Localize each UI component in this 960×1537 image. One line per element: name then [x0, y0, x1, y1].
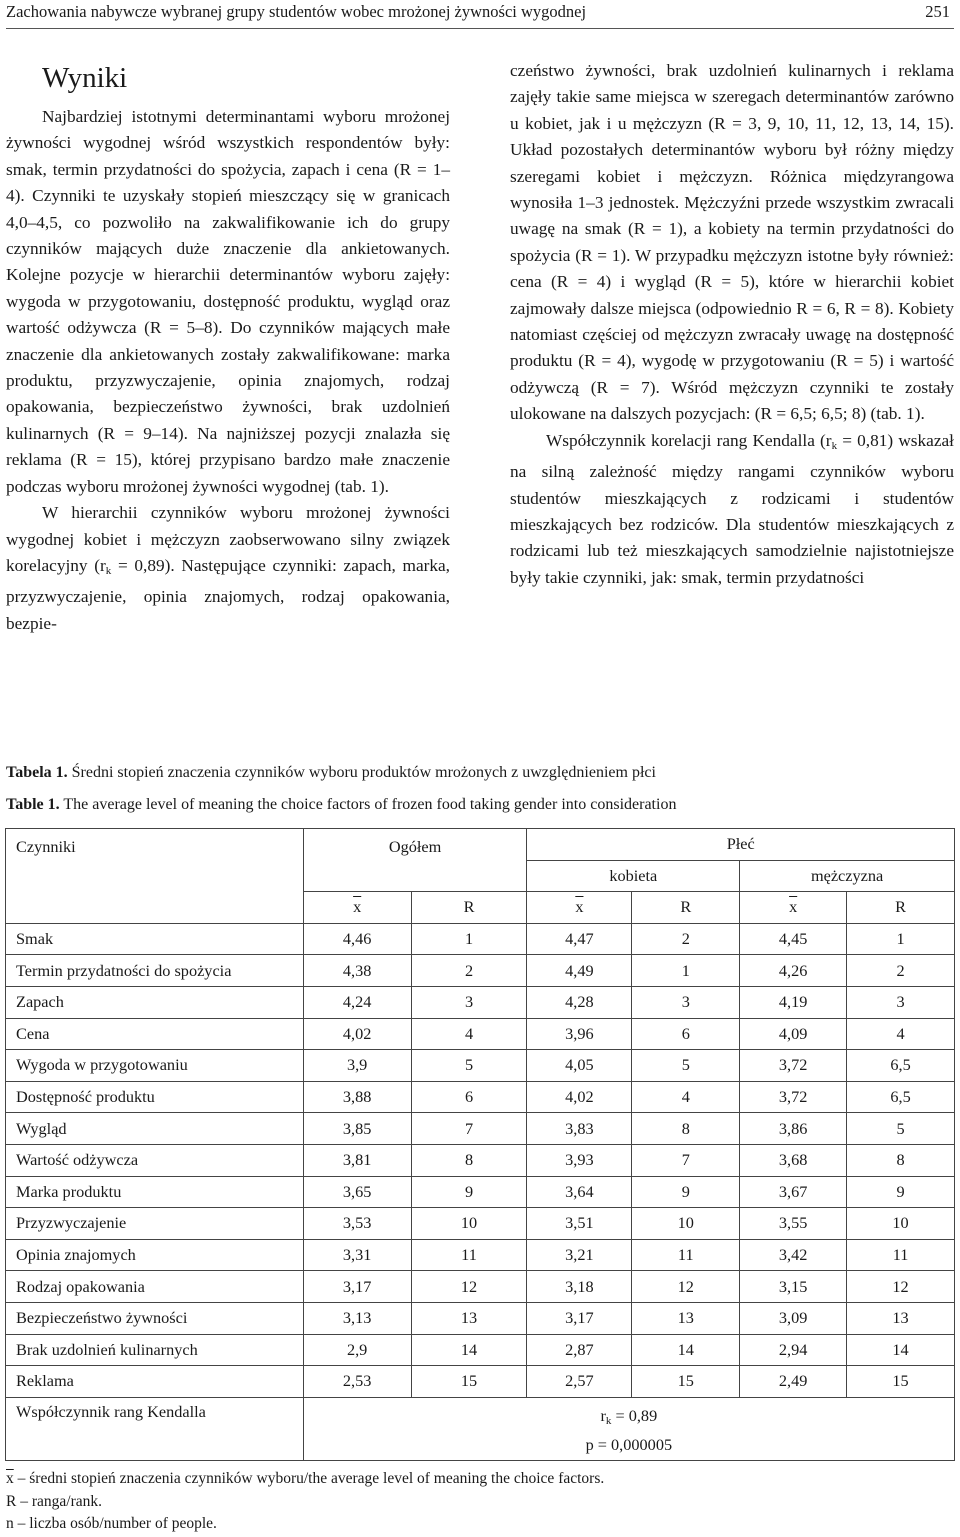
cell-mean-total: 3,81 [303, 1144, 411, 1176]
kendall-r-prefix: r [600, 1405, 606, 1425]
kendall-values [303, 1397, 954, 1460]
cell-factor: Termin przydatności do spożycia [6, 955, 304, 987]
cell-rank-male: 4 [847, 1018, 955, 1050]
cell-factor: Bezpieczeństwo żywności [6, 1302, 304, 1334]
cell-rank-male: 5 [847, 1113, 955, 1145]
cell-mean-male: 3,67 [740, 1176, 847, 1208]
cell-mean-male: 2,49 [740, 1366, 847, 1398]
cell-mean-male: 4,19 [740, 986, 847, 1018]
note-n: n – liczba osób/number of people. [6, 1515, 217, 1533]
cell-mean-female: 3,93 [527, 1144, 632, 1176]
cell-mean-total: 3,17 [303, 1271, 411, 1303]
cell-factor: Zapach [6, 986, 304, 1018]
cell-rank-total: 6 [411, 1081, 527, 1113]
table-row [6, 1302, 955, 1334]
cell-rank-male: 13 [847, 1302, 955, 1334]
table-row [6, 986, 955, 1018]
cell-rank-female: 5 [632, 1050, 740, 1082]
cell-rank-female: 14 [632, 1334, 740, 1366]
cell-rank-female: 1 [632, 955, 740, 987]
table-row [6, 1176, 955, 1208]
caption-en-label: Table 1. [6, 796, 60, 813]
cell-rank-total: 5 [411, 1050, 527, 1082]
table-header-row-1 [6, 829, 955, 861]
note-mean-text: – średni stopień znaczenia czynników wyboru/the average level of meaning the choice factors. [13, 1470, 605, 1487]
p4-text-b: = 0,81) wskazał na silną zależność między rangami czynników wyboru studentów mieszkających z rodzicami i studentów mieszkających bez rodziców. Dla studentów mieszkających z rodzicami lub też mieszkających samodzielnie najistotniejsze były takie czynniki, jak: smak, termin przydatności [510, 430, 954, 587]
cell-rank-female: 12 [632, 1271, 740, 1303]
cell-mean-total: 3,88 [303, 1081, 411, 1113]
p4-subscript: k [831, 439, 838, 452]
cell-mean-total: 3,9 [303, 1050, 411, 1082]
cell-rank-female: 3 [632, 986, 740, 1018]
factors-table [5, 828, 955, 1461]
kendall-p: p = 0,000005 [585, 1434, 673, 1454]
cell-factor: Reklama [6, 1366, 304, 1398]
section-heading: Wyniki [42, 62, 128, 94]
cell-rank-total: 13 [411, 1302, 527, 1334]
note-mean-symbol: $\overline{x}$ [6, 1470, 14, 1487]
cell-rank-female: 13 [632, 1302, 740, 1334]
cell-mean-total: 3,85 [303, 1113, 411, 1145]
right-column [510, 58, 954, 591]
cell-rank-total: 1 [411, 923, 527, 955]
cell-rank-total: 2 [411, 955, 527, 987]
cell-mean-male: 3,09 [740, 1302, 847, 1334]
cell-rank-total: 8 [411, 1144, 527, 1176]
header-mean-female: $\overline{x}$ [527, 892, 632, 924]
cell-mean-female: 4,28 [527, 986, 632, 1018]
header-female: kobieta [527, 860, 740, 892]
cell-rank-female: 15 [632, 1366, 740, 1398]
kendall-label: Współczynnik rang Kendalla [6, 1397, 304, 1460]
cell-mean-total: 2,9 [303, 1334, 411, 1366]
table-row [6, 1113, 955, 1145]
kendall-row [6, 1397, 955, 1460]
left-column [6, 58, 450, 637]
kendall-r [304, 1404, 954, 1433]
cell-factor: Cena [6, 1018, 304, 1050]
cell-rank-male: 6,5 [847, 1050, 955, 1082]
header-rank-male: R [847, 892, 955, 924]
cell-rank-male: 3 [847, 986, 955, 1018]
cell-mean-male: 3,86 [740, 1113, 847, 1145]
cell-mean-female: 3,18 [527, 1271, 632, 1303]
cell-mean-male: 3,42 [740, 1239, 847, 1271]
p2-text-a: W hierarchii czynników wyboru mrożonej żywności wygodnej kobiet i mężczyzn zaobserwowano silny związek korelacyjny (r [6, 503, 450, 575]
cell-rank-female: 6 [632, 1018, 740, 1050]
cell-factor: Brak uzdolnień kulinarnych [6, 1334, 304, 1366]
cell-mean-female: 4,02 [527, 1081, 632, 1113]
cell-rank-total: 15 [411, 1366, 527, 1398]
header-male: mężczyzna [740, 860, 955, 892]
running-header [6, 0, 954, 29]
cell-rank-female: 4 [632, 1081, 740, 1113]
cell-rank-female: 8 [632, 1113, 740, 1145]
cell-rank-male: 1 [847, 923, 955, 955]
cell-rank-female: 2 [632, 923, 740, 955]
cell-mean-total: 4,24 [303, 986, 411, 1018]
cell-factor: Rodzaj opakowania [6, 1271, 304, 1303]
header-mean-total: $\overline{x}$ [303, 892, 411, 924]
results-paragraph-2 [6, 500, 450, 637]
table-row [6, 923, 955, 955]
cell-mean-male: 3,72 [740, 1050, 847, 1082]
cell-mean-female: 3,17 [527, 1302, 632, 1334]
cell-mean-total: 2,53 [303, 1366, 411, 1398]
results-paragraph-1: Najbardziej istotnymi determinantami wyboru mrożonej żywności wygodnej wśród wszystkich respondentów były: smak, termin przydatności do spożycia, zapach i cena (R = 1–4). Czynniki te uzyskały stopień mieszczący się w granicach 4,0–4,5, co pozwoliło na zakwalifikowanie ich do grupy czynników mających duże znaczenie dla ankietowanych. Kolejne pozycje w hierarchii determinantów wyboru zajęły: wygoda w przygotowaniu, dostępność produktu, wygląd oraz wartość odżywcza (R = 5–8). Do czynników mających małe znaczenie dla ankietowanych zostały zakwalifikowane: marka produktu, przyzwyczajenie, opinia znajomych, rodzaj opakowania, bezpieczeństwo żywności, brak uzdolnień kulinarnych (R = 9–14). Na najniższej pozycji znalazła się reklama (R = 15), której przypisano bardzo małe znaczenie podczas wyboru mrożonej żywności wygodnej (tab. 1). [6, 107, 450, 496]
cell-factor: Opinia znajomych [6, 1239, 304, 1271]
table-row [6, 1271, 955, 1303]
cell-rank-male: 14 [847, 1334, 955, 1366]
page-number: 251 [925, 2, 950, 21]
p4-text-a: Współczynnik korelacji rang Kendalla (r [546, 430, 832, 450]
cell-rank-female: 7 [632, 1144, 740, 1176]
results-paragraph-4 [510, 428, 954, 591]
table-row [6, 1081, 955, 1113]
header-total: Ogółem [303, 829, 527, 892]
cell-mean-male: 3,15 [740, 1271, 847, 1303]
cell-rank-female: 9 [632, 1176, 740, 1208]
cell-mean-total: 4,02 [303, 1018, 411, 1050]
cell-factor: Wygoda w przygotowaniu [6, 1050, 304, 1082]
table-row [6, 1144, 955, 1176]
cell-mean-male: 3,68 [740, 1144, 847, 1176]
cell-mean-female: 4,49 [527, 955, 632, 987]
cell-mean-male: 4,45 [740, 923, 847, 955]
cell-rank-total: 9 [411, 1176, 527, 1208]
cell-rank-total: 4 [411, 1018, 527, 1050]
cell-rank-male: 10 [847, 1208, 955, 1240]
cell-mean-female: 4,05 [527, 1050, 632, 1082]
cell-mean-male: 2,94 [740, 1334, 847, 1366]
cell-rank-total: 3 [411, 986, 527, 1018]
p2-subscript: k [105, 564, 112, 577]
cell-rank-male: 2 [847, 955, 955, 987]
header-sex: Płeć [527, 829, 955, 861]
cell-rank-total: 10 [411, 1208, 527, 1240]
cell-mean-female: 3,51 [527, 1208, 632, 1240]
cell-mean-total: 3,65 [303, 1176, 411, 1208]
cell-mean-male: 4,09 [740, 1018, 847, 1050]
caption-pl-label: Tabela 1. [6, 764, 68, 781]
cell-rank-male: 9 [847, 1176, 955, 1208]
cell-rank-female: 10 [632, 1208, 740, 1240]
table-notes [6, 1468, 604, 1536]
caption-pl-text: Średni stopień znaczenia czynników wyboru produktów mrożonych z uwzględnieniem płci [67, 764, 656, 781]
cell-rank-male: 11 [847, 1239, 955, 1271]
cell-mean-male: 3,55 [740, 1208, 847, 1240]
cell-rank-total: 11 [411, 1239, 527, 1271]
cell-mean-male: 3,72 [740, 1081, 847, 1113]
note-mean [6, 1468, 604, 1491]
table-row [6, 1334, 955, 1366]
cell-rank-male: 12 [847, 1271, 955, 1303]
caption-en-text: The average level of meaning the choice factors of frozen food taking gender into consideration [59, 796, 677, 813]
cell-mean-female: 2,57 [527, 1366, 632, 1398]
table-caption-en [6, 796, 676, 814]
table-row [6, 1018, 955, 1050]
note-rank: R – ranga/rank. [6, 1492, 102, 1510]
cell-rank-total: 12 [411, 1271, 527, 1303]
cell-factor: Wygląd [6, 1113, 304, 1145]
kendall-r-value: = 0,89 [611, 1405, 658, 1425]
header-rank-total: R [411, 892, 527, 924]
table-row [6, 1208, 955, 1240]
kendall-r-sub: k [605, 1414, 612, 1427]
cell-factor: Marka produktu [6, 1176, 304, 1208]
cell-mean-total: 4,46 [303, 923, 411, 955]
table-row [6, 955, 955, 987]
results-paragraph-3: czeństwo żywności, brak uzdolnień kulinarnych i reklama zajęły takie same miejsca w szeregach determinantów zarówno u kobiet, jak i u mężczyzn (R = 3, 9, 10, 11, 12, 13, 14, 15). Układ pozostałych determinantów wyboru był różny między szeregami kobiet i mężczyzn. Różnica międzyrangowa wynosiła 1–3 jednostek. Mężczyźni przede wszystkim zwracali uwagę na smak (R = 1), a kobiety na termin przydatności do spożycia (R = 1). W przypadku mężczyzn istotne były również: cena (R = 4) i wygląd (R = 5), które w hierarchii kobiet zajmowały dalsze miejsca (odpowiednio R = 6, R = 8). Kobiety natomiast częściej od mężczyzn zwracały uwagę na dostępność produktu (R = 4), wygodę w przygotowaniu (R = 5) i wartość odżywczą (R = 7). Wśród mężczyzn czynniki te zostały ulokowane na dalszych pozycjach: (R = 6,5; 6,5; 8) (tab. 1). [510, 61, 954, 424]
cell-rank-female: 11 [632, 1239, 740, 1271]
cell-factor: Wartość odżywcza [6, 1144, 304, 1176]
cell-rank-total: 14 [411, 1334, 527, 1366]
cell-factor: Dostępność produktu [6, 1081, 304, 1113]
header-rank-female: R [632, 892, 740, 924]
cell-mean-female: 2,87 [527, 1334, 632, 1366]
header-mean-male: $\overline{x}$ [740, 892, 847, 924]
cell-mean-total: 3,31 [303, 1239, 411, 1271]
running-title: Zachowania nabywcze wybranej grupy studentów wobec mrożonej żywności wygodnej [6, 2, 587, 21]
cell-mean-total: 4,38 [303, 955, 411, 987]
cell-rank-male: 8 [847, 1144, 955, 1176]
cell-rank-total: 7 [411, 1113, 527, 1145]
cell-factor: Smak [6, 923, 304, 955]
table-row [6, 1239, 955, 1271]
cell-mean-female: 3,64 [527, 1176, 632, 1208]
cell-mean-female: 3,83 [527, 1113, 632, 1145]
cell-mean-total: 3,13 [303, 1302, 411, 1334]
cell-mean-male: 4,26 [740, 955, 847, 987]
cell-mean-female: 4,47 [527, 923, 632, 955]
cell-factor: Przyzwyczajenie [6, 1208, 304, 1240]
header-factors: Czynniki [6, 829, 304, 924]
table-caption-pl [6, 764, 656, 782]
cell-rank-male: 6,5 [847, 1081, 955, 1113]
table-row [6, 1366, 955, 1398]
cell-mean-total: 3,53 [303, 1208, 411, 1240]
cell-rank-male: 15 [847, 1366, 955, 1398]
table-row [6, 1050, 955, 1082]
cell-mean-female: 3,96 [527, 1018, 632, 1050]
p2-text-b: = 0,89). Następujące czynniki: zapach, marka, przyzwyczajenie, opinia znajomych, rodzaj opakowania, bezpie- [6, 555, 451, 633]
cell-mean-female: 3,21 [527, 1239, 632, 1271]
